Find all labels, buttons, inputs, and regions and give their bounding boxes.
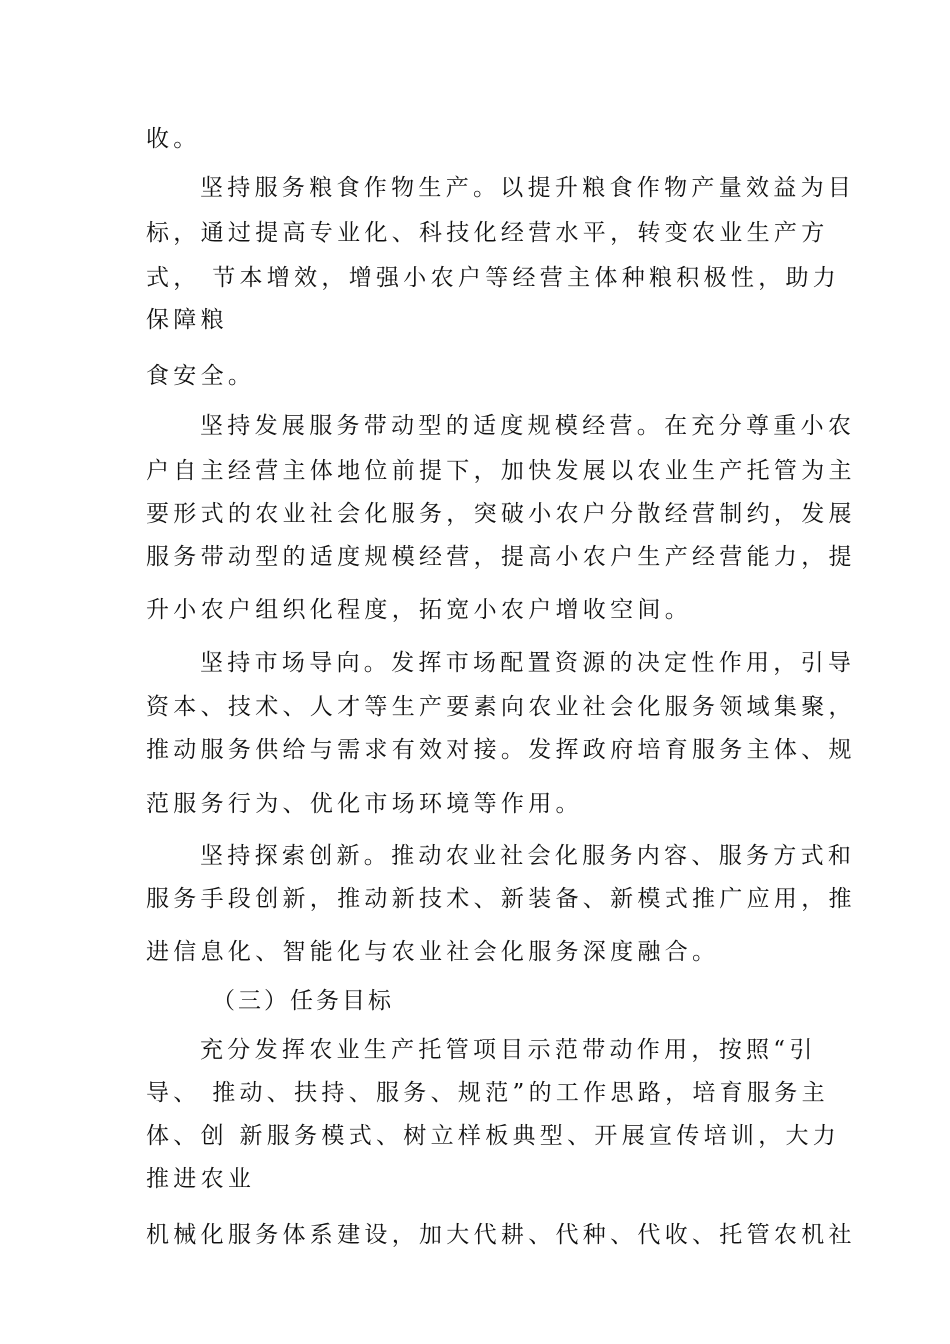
text-line: 户自主经营主体地位前提下，加快发展以农业生产托管为主 bbox=[146, 458, 856, 484]
paragraph-first-line: 坚持市场导向。发挥市场配置资源的决定性作用，引导 bbox=[200, 650, 856, 676]
paragraph-first-line: 坚持探索创新。推动农业社会化服务内容、服务方式和 bbox=[200, 843, 856, 869]
text-line: 进信息化、智能化与农业社会化服务深度融合。 bbox=[146, 939, 720, 965]
text-line: 范服务行为、优化市场环境等作用。 bbox=[146, 791, 583, 817]
text-line: 食安全。 bbox=[146, 363, 256, 389]
paragraph-first-line: 充分发挥农业生产托管项目示范带动作用，按照“引 bbox=[200, 1037, 817, 1063]
paragraph-first-line: 坚持发展服务带动型的适度规模经营。在充分尊重小农 bbox=[200, 413, 856, 439]
text-line: 式， 节本增效，增强小农户等经营主体种粮积极性，助力 bbox=[146, 265, 841, 291]
text-line: 标，通过提高专业化、科技化经营水平，转变农业生产方 bbox=[146, 220, 829, 246]
text-line: 资本、技术、人才等生产要素向农业社会化服务领域集聚， bbox=[146, 694, 856, 720]
text-line: 服务带动型的适度规模经营，提高小农户生产经营能力，提 bbox=[146, 544, 856, 570]
paragraph-first-line: 坚持服务粮食作物生产。以提升粮食作物产量效益为目 bbox=[200, 175, 856, 201]
text-line: 保障粮 bbox=[146, 307, 228, 333]
text-line: 要形式的农业社会化服务，突破小农户分散经营制约，发展 bbox=[146, 501, 856, 527]
text-line: 服务手段创新，推动新技术、新装备、新模式推广应用，推 bbox=[146, 886, 856, 912]
text-line: 推动服务供给与需求有效对接。发挥政府培育服务主体、规 bbox=[146, 737, 856, 763]
text-line: 推进农业 bbox=[146, 1166, 256, 1192]
text-line: 导、 推动、扶持、服务、规范”的工作思路，培育服务主 bbox=[146, 1080, 829, 1106]
text-line: 收。 bbox=[146, 126, 201, 152]
text-line: 机械化服务体系建设，加大代耕、代种、代收、托管农机社 bbox=[146, 1222, 856, 1248]
text-line: 体、创 新服务模式、树立样板典型、开展宣传培训，大力 bbox=[146, 1123, 841, 1149]
text-line: 升小农户组织化程度，拓宽小农户增收空间。 bbox=[146, 597, 692, 623]
section-heading: （三）任务目标 bbox=[212, 988, 394, 1014]
